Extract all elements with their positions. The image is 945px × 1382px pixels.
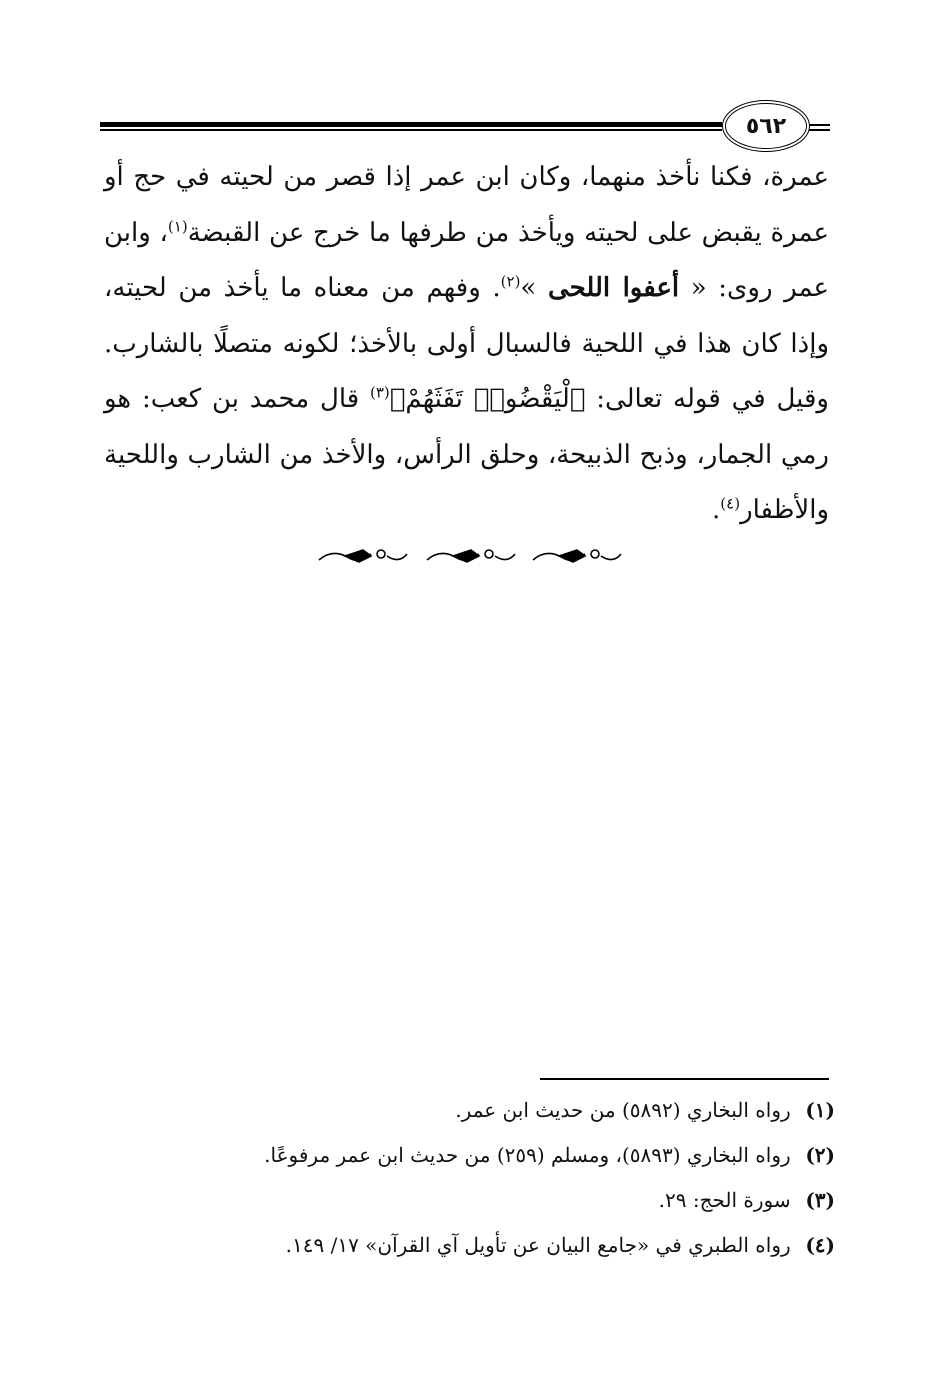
footnotes (150, 1088, 835, 1268)
footnote-4 (150, 1223, 835, 1268)
footnote-text: رواه البخاري (٥٨٩٢) من حديث ابن عمر. (455, 1098, 791, 1122)
main-text (104, 150, 829, 539)
footnote-ref-3[interactable]: (٣) (370, 383, 390, 402)
header-rule (100, 122, 722, 131)
footnote-number: (٢) (805, 1143, 835, 1167)
footnote-text: سورة الحج: ٢٩. (658, 1188, 791, 1212)
footnote-number: (٣) (805, 1188, 835, 1212)
footnote-ref-1[interactable]: (١) (167, 216, 188, 235)
header-rule-stub (808, 124, 830, 130)
paragraph-end: . (712, 495, 721, 525)
footnote-separator (540, 1078, 829, 1080)
footnote-3 (150, 1178, 835, 1223)
footnote-text: رواه الطبري في «جامع البيان عن تأويل آي القرآن» ١٧/ ١٤٩. (285, 1233, 791, 1257)
paragraph-part-1: عمرة، فكنا نأخذ منهما، وكان ابن عمر إذا قصر من لحيته في حج أو عمرة يقبض على لحيته ويأخذ من طرفها ما خرج عن القبضة (104, 162, 829, 248)
section-divider-ornament-icon (315, 540, 625, 568)
footnote-ref-2[interactable]: (٢) (500, 272, 521, 291)
paragraph-part-4: . وفهم من معناه ما يأخذ من لحيته، وإذا كان هذا في اللحية فالسبال أولى بالأخذ؛ لكونه متصلًا بالشارب. وقيل في قوله تعالى: ﴿لْيَقْضُوا۟ تَفَثَهُمْ﴾ (104, 273, 829, 414)
page-number-badge (722, 100, 810, 152)
footnote-ref-4[interactable]: (٤) (720, 494, 741, 513)
paragraph-part-2: ، وابن عمر روى: « (104, 217, 830, 303)
hadith-text: أعفوا اللحى (547, 273, 680, 303)
page-number: ٥٦٢ (745, 113, 787, 139)
footnote-1 (150, 1088, 835, 1133)
paragraph-part-5: قال محمد بن كعب: هو رمي الجمار، وذبح الذبيحة، وحلق الرأس، والأخذ من الشارب واللحية والأظفار (104, 384, 829, 525)
footnote-number: (١) (805, 1098, 835, 1122)
body-paragraph (104, 150, 829, 539)
footnote-number: (٤) (805, 1233, 835, 1257)
footnote-2 (150, 1133, 835, 1178)
footnote-text: رواه البخاري (٥٨٩٣)، ومسلم (٢٥٩) من حديث ابن عمر مرفوعًا. (264, 1143, 791, 1167)
paragraph-part-3: » (520, 273, 548, 303)
